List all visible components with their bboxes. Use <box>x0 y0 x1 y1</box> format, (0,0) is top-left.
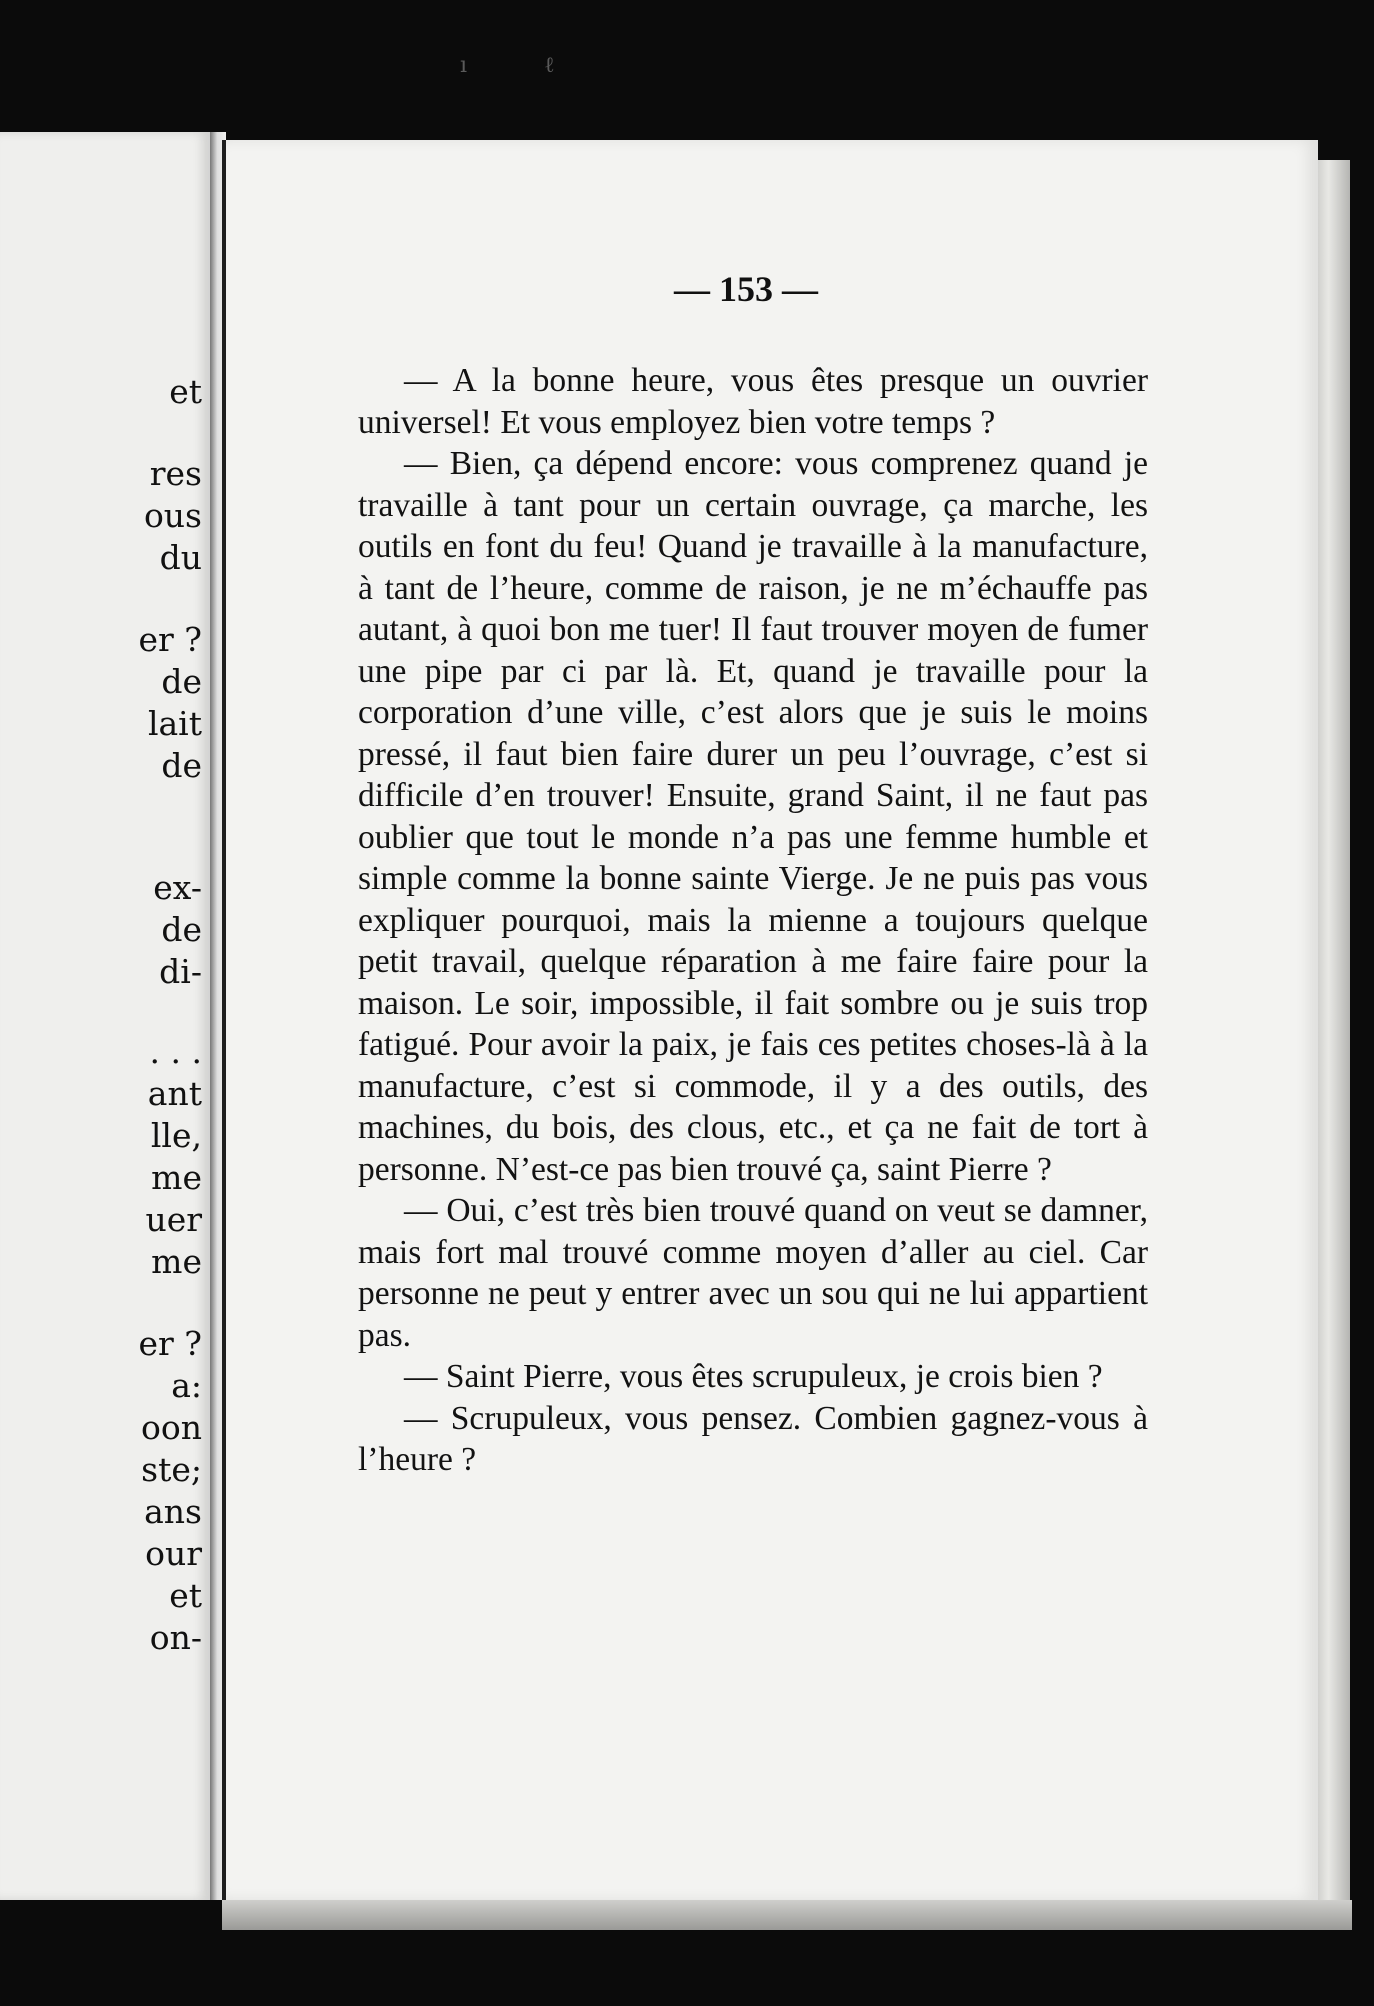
left-page-fragment: . . . <box>149 1032 202 1071</box>
left-page-fragment: ex- <box>153 868 202 907</box>
left-page-fragment: our <box>145 1534 202 1573</box>
left-page-fragment: de <box>161 910 202 949</box>
scan-specks: ı ℓ <box>460 53 555 78</box>
left-page-fragment: er ? <box>138 1324 202 1363</box>
left-page-fragment: me <box>151 1158 202 1197</box>
left-page-fragment: on- <box>149 1618 202 1657</box>
left-page-fragment: et <box>169 1576 202 1615</box>
left-page-fragment: ant <box>147 1074 202 1113</box>
left-page-fragment: di- <box>159 952 202 991</box>
paragraph: — Scrupuleux, vous pensez. Combien gagnez-vous à l’heure ? <box>358 1399 1148 1478</box>
paragraph: — A la bonne heure, vous êtes presque un ouvrier universel! Et vous employez bien votre temps ? <box>358 362 1148 441</box>
page-number: — 153 — <box>674 269 818 309</box>
left-page-fragment: de <box>161 746 202 785</box>
left-page-fragment: ans <box>144 1492 202 1531</box>
left-page-fragment: uer <box>145 1200 202 1239</box>
left-page-fragment: res <box>149 454 202 493</box>
left-page-fragment: oon <box>141 1408 202 1447</box>
left-page-fragment: du <box>159 538 202 577</box>
page-edge <box>1314 160 1350 1930</box>
left-page-fragment: de <box>161 662 202 701</box>
left-page-fragment: lait <box>147 704 202 743</box>
page-bottom-edge <box>222 1900 1352 1930</box>
left-page-fragment: me <box>151 1242 202 1281</box>
paragraph: — Saint Pierre, vous êtes scrupuleux, je crois bien ? <box>404 1358 1103 1395</box>
left-page-fragment: ste; <box>141 1450 202 1489</box>
left-page-fragment: et <box>169 372 202 411</box>
left-page-fragment: er ? <box>138 620 202 659</box>
left-page-fragment: lle, <box>150 1116 202 1155</box>
paragraph: — Oui, c’est très bien trouvé quand on veut se damner, mais fort mal trouvé comme moyen d’aller au ciel. Car personne ne peut y entrer avec un sou qui ne lui appartient pas. <box>358 1192 1148 1354</box>
paragraph: — Bien, ça dépend encore: vous comprenez quand je travaille à tant pour un certain ouvrage, ça marche, les outils en font du feu! Quand je travaille à la manufacture, à tant de l’heure, comme de raison, je ne m’échauffe pas autant, à quoi bon me tuer! Il faut trouver moyen de fumer une pipe par ci par là. Et, quand je travaille pour la corporation d’une ville, c’est alors que je suis le moins pressé, il faut bien faire durer un peu l’ouvrage, c’est si difficile d’en trouver! Ensuite, grand Saint, il ne faut pas oublier que tout le monde n’a pas une femme humble et simple comme la bonne sainte Vierge. Je ne puis pas vous expliquer pourquoi, mais la mienne a toujours quelque petit travail, quelque réparation à me faire faire pour la maison. Le soir, impossible, il fait sombre ou je suis trop fatigué. Pour avoir la paix, je fais ces petites choses-là à la manufacture, c’est si commode, il y a des outils, des machines, du bois, des clous, etc., et ça ne fait de tort à personne. N’est-ce pas bien trouvé ça, saint Pierre ? <box>358 445 1148 1188</box>
left-page-fragment: a: <box>171 1366 202 1405</box>
previous-page <box>0 132 213 1900</box>
left-page-fragment: ous <box>143 496 202 535</box>
page-body <box>358 360 1148 1481</box>
